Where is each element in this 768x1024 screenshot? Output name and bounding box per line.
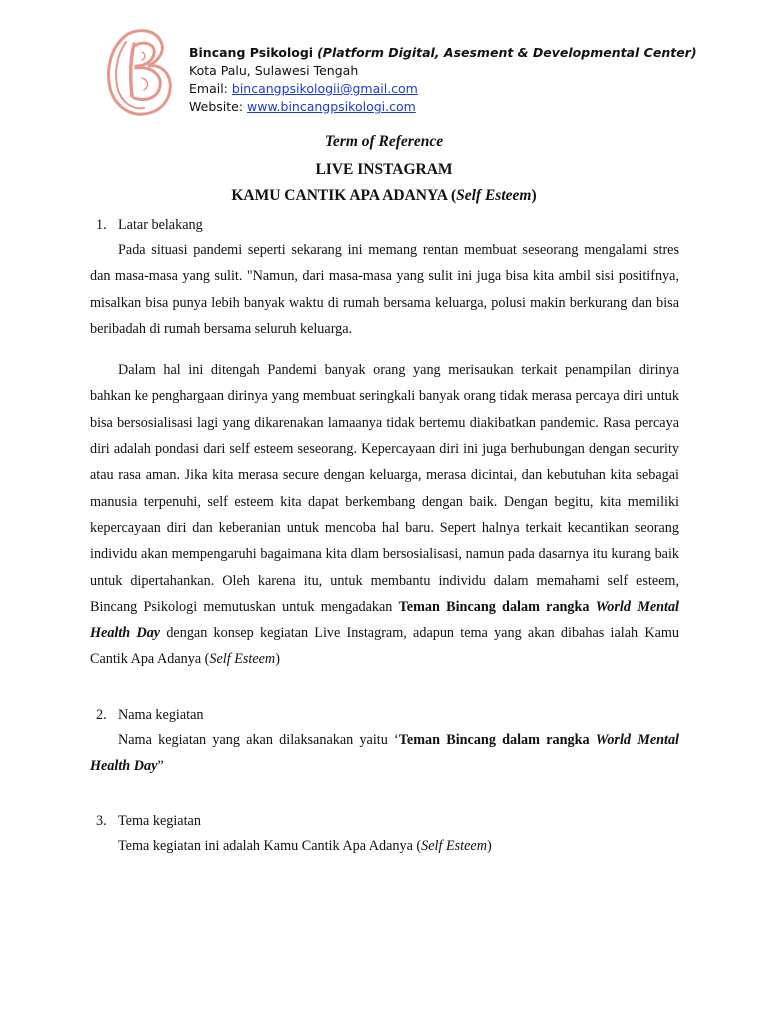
s1p2-text-b: dengan konsep kegiatan Live Instagram, adapun tema yang akan dibahas ialah Kamu Cantik Apa Adanya ( — [90, 625, 679, 668]
s1p2-text-a: Dalam hal ini ditengah Pandemi banyak orang yang merisaukan terkait penampilan dirinya bahkan ke penghargaan dirinya yang membuat seringkali banyak orang tidak merasa percaya diri untuk bisa bersosialisasi lagi yang dikarenakan lamaanya tidak bertemu diakibatkan pandemic. Rasa percaya diri adalah pondasi dari self esteem seseorang. Kepercayaan diri ini juga berhubungan dengan security atau rasa aman. Jika kita merasa secure dengan keluarga, merasa dicintai, dan kebutuhan kita sebagai manusia terpenuhi, self esteem kita dapat berkembang dengan baik. Dengan begitu, kita memiliki kepercayaan diri dan keberanian untuk mencoba hal baru. Sepert halnya terkait kecantikan seorang individu akan mempengaruhi bagaimana kita dlam bersosialisasi, namun pada dasarnya itu kurang baik untuk dipertahankan. Oleh karena itu, untuk membantu individu dalam memahami self esteem, Bincang Psikologi memutuskan untuk mengadakan — [90, 362, 679, 615]
s1p2-bold: Teman Bincang dalam rangka — [398, 598, 596, 615]
website-link[interactable]: www.bincangpsikologi.com — [247, 99, 416, 114]
email-line — [189, 80, 697, 98]
doc-title-live: LIVE INSTAGRAM — [315, 161, 453, 178]
section-1-paragraph-1: Pada situasi pandemi seperti sekarang ini memang rentan membuat seseorang mengalami stres dan masa-masa yang sulit. "Namun, dari masa-masa yang sulit ini juga bisa kita ambil sisi positifnya, misalkan bisa punya lebih banyak waktu di rumah bersama keluarga, polusi makin berkurang dan bisa beribadah di rumah bersama seluruh keluarga. — [90, 242, 679, 337]
s1p2-end: ) — [275, 651, 280, 668]
section-title-2: Nama kegiatan — [118, 706, 204, 723]
doc-title-theme-italic: Self Esteem — [456, 187, 532, 204]
section-heading-1 — [90, 213, 679, 237]
org-line — [189, 44, 697, 62]
email-link[interactable]: bincangpsikologii@gmail.com — [231, 81, 418, 96]
section-number-3: 3. — [96, 813, 107, 830]
s3-end: ) — [486, 838, 492, 855]
section-number-1: 1. — [96, 217, 107, 233]
org-name: Bincang Psikologi — [189, 45, 314, 60]
doc-title-tor: Term of Reference — [324, 133, 444, 150]
s2-bold: Teman Bincang dalam rangka — [398, 731, 596, 748]
section-number-2: 2. — [96, 706, 107, 723]
s1p2-bolditalic: World Mental Health Day — [90, 598, 679, 642]
website-label: Website: — [189, 99, 244, 114]
section-title-1: Latar belakang — [118, 217, 203, 233]
org-city: Kota Palu, Sulawesi Tengah — [189, 63, 359, 78]
doc-title-theme-end: ) — [531, 187, 537, 204]
doc-title-theme — [0, 187, 768, 205]
org-tagline: (Platform Digital, Asesment & Developmental Center) — [317, 45, 697, 60]
section-2-paragraph — [90, 727, 679, 780]
section-3-paragraph — [90, 833, 679, 859]
section-1-paragraph-2 — [90, 357, 679, 673]
website-line — [189, 98, 697, 116]
s2-end: ” — [157, 758, 164, 775]
section-title-3: Tema kegiatan — [118, 813, 201, 830]
section-heading-3 — [90, 809, 679, 833]
s3-italic: Self Esteem — [421, 838, 487, 855]
s2-bolditalic: World Mental Health Day — [90, 731, 679, 775]
document-body — [90, 213, 679, 860]
email-label: Email: — [189, 81, 228, 96]
bincang-psikologi-b-logo-icon — [104, 26, 176, 122]
section-heading-2 — [90, 703, 679, 727]
s2-text-a: Nama kegiatan yang akan dilaksanakan yaitu ‘ — [118, 731, 399, 748]
s1p2-italic: Self Esteem — [209, 651, 276, 668]
letterhead — [189, 44, 697, 116]
doc-title-theme-main: KAMU CANTIK APA ADANYA ( — [231, 187, 457, 204]
s3-text-a: Tema kegiatan ini adalah Kamu Cantik Apa Adanya ( — [118, 838, 422, 855]
